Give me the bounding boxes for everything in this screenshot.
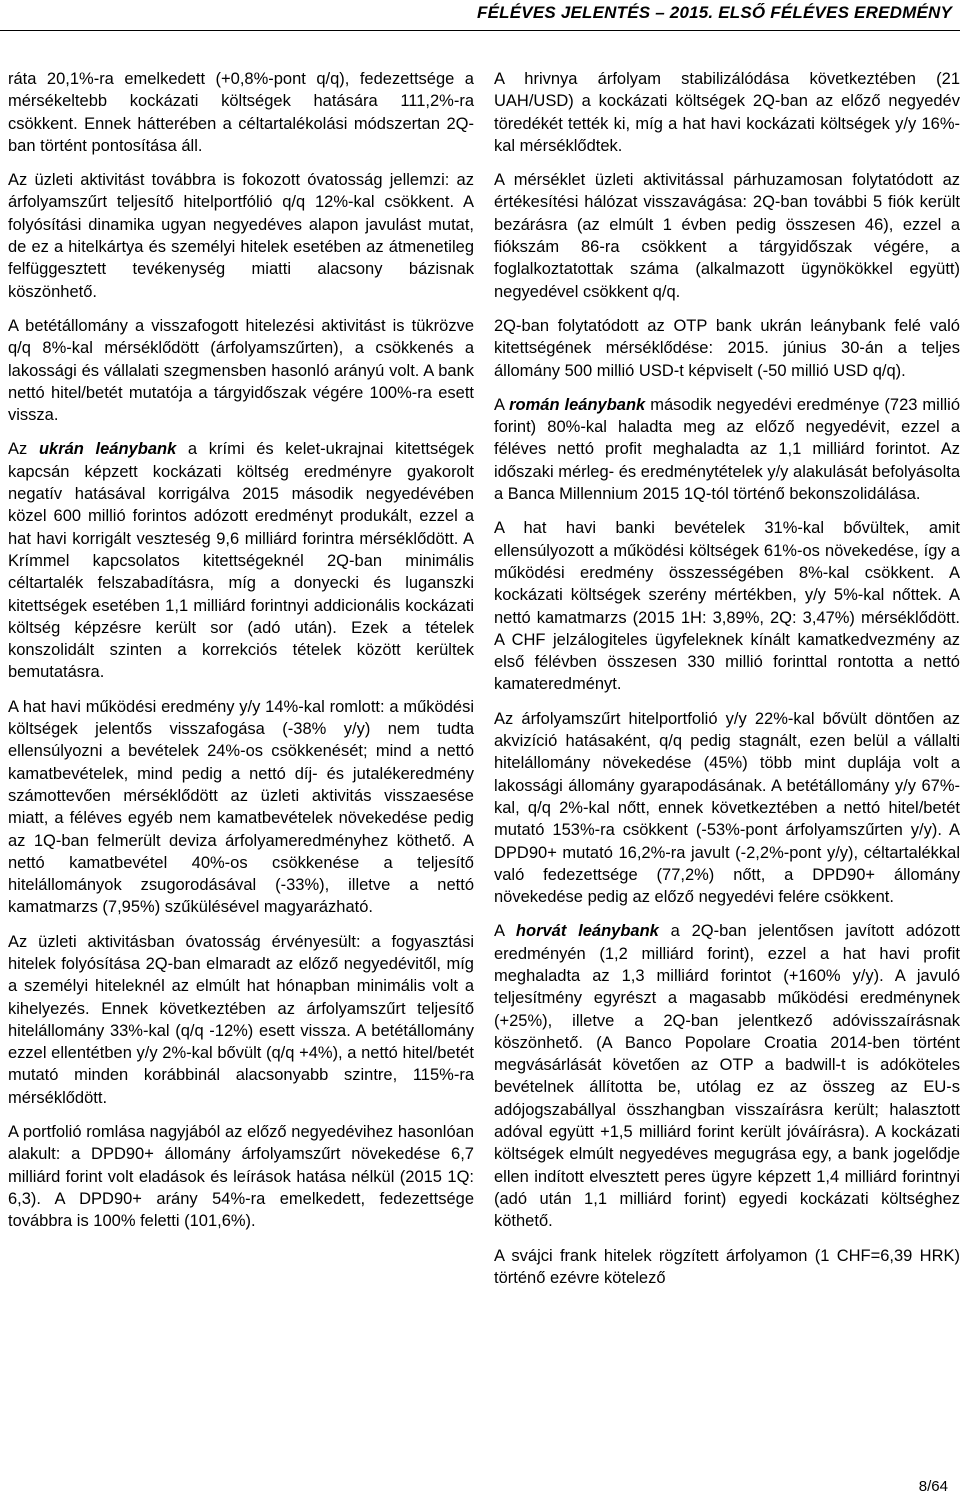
text-run: A	[494, 922, 516, 941]
paragraph: ráta 20,1%-ra emelkedett (+0,8%-pont q/q), fedezettsége a mérsékeltebb kockázati költségek hatására 111,2%-ra csökkent. Ennek hátterében a céltartalékolási módszertan 2Q-ban történt pontosítása áll.	[8, 70, 474, 155]
paragraph: A betétállomány a visszafogott hitelezési aktivitást is tükrözve q/q 8%-kal mérséklődött (árfolyamszűrten), a csökkenés a lakossági és vállalati szegmensben hasonló arányú volt. A bank nettó hitel/betét mutatója a tárgyidőszak végére 100%-ra esett vissza.	[8, 316, 474, 425]
paragraph	[494, 394, 960, 505]
left-column	[8, 68, 474, 1245]
emphasis-croatian-subsidiary: horvát leánybank	[515, 922, 659, 941]
paragraph: Az árfolyamszűrt hitelportfolió y/y 22%-kal bővült döntően az akvizíció hatásaként, q/q pedig stagnált, ezen belül a vállalti hitelállomány növekedése (45%) több mint duplája volt a lakossági állomány gyarapodásának. A betétállomány y/y 67%-kal, q/q 2%-kal nőtt, ennek következtében a nettó hitel/betét mutató 153%-ra csökkent (-53%-pont árfolyamszűrten y/y). A DPD90+ mutató 16,2%-ra javult (-2,2%-pont y/y), céltartalékkal való fedezettsége (77,2%) nőtt, a DPD90+ állomány növekedése pedig az előző negyedévi felére csökkent.	[494, 709, 960, 907]
emphasis-ukrainian-subsidiary: ukrán leánybank	[38, 440, 177, 459]
paragraph: Az üzleti aktivitásban óvatosság érvényesült: a fogyasztási hitelek folyósítása 2Q-ban elmaradt az előző negyedévitől, míg a személyi hiteleknél az elmúlt hat hónapban minimális volt a kihelyezés. Ennek következtében az árfolyamszűrt teljesítő hitelállomány 33%-kal (q/q -12%) esett vissza. A betétállomány ezzel ellentétben y/y 2%-kal bővült (q/q +4%), a nettó hitel/betét mutató minden korábbinál alacsonyabb szintre, 115%-ra mérséklődött.	[8, 932, 474, 1107]
header-divider	[0, 30, 960, 31]
text-run: második negyedévi eredménye (723 millió forint) 80%-kal haladta meg az előző negyedévit, ezzel a féléves nettó profit meghaladta az 1,1 milliárd forintot. Az időszaki mérleg- és eredménytételek y/y alakulását befolyásolta a Banca Millennium 2015 1Q-tól történő bekonszolidálása.	[494, 395, 960, 504]
paragraph: A mérséklet üzleti aktivitással párhuzamosan folytatódott az értékesítési hálózat visszavágása: 2Q-ban további 5 fiók került bezárásra (az elmúlt 1 évben pedig összesen 46), ezzel a fiókszám 86-ra csökkent a tárgyidőszak végére, a foglalkoztatottak száma (alkalmazott ügynökökkel együtt) negyedével csökkent q/q.	[494, 171, 960, 301]
emphasis-romanian-subsidiary: román leánybank	[509, 395, 646, 414]
paragraph: A svájci frank hitelek rögzített árfolyamon (1 CHF=6,39 HRK) történő ezévre kötelező	[494, 1246, 960, 1287]
paragraph: A hrivnya árfolyam stabilizálódása következtében (21 UAH/USD) a kockázati költségek 2Q-ban az előző negyedév töredékét tették ki, míg a hat havi kockázati költségek y/y 16%-kal mérséklődtek.	[494, 70, 960, 155]
right-column	[494, 68, 960, 1301]
paragraph: Az üzleti aktivitást továbbra is fokozott óvatosság jellemzi: az árfolyamszűrt teljesítő hitelportfólió q/q 12%-kal csökkent. A folyósítási dinamika ugyan negyedéves alapon javulást mutat, de ez a hitelkártya és személyi hitelek esetében az átmenetileg felfüggesztett tevékenység miatti alacsony bázisnak köszönhető.	[8, 171, 474, 301]
paragraph: A hat havi banki bevételek 31%-kal bővültek, amit ellensúlyozott a működési költségek 61%-os növekedése, így a működési eredmény összességében 8%-kal csökkent. A kockázati költségek szerény mértékben, y/y 5%-kal nőttek. A nettó kamatmarzs (2015 1H: 3,89%, 2Q: 3,47%) mérséklődött. A CHF jelzálogiteles ügyfeleknek kínált kamatkedvezmény az első félévben összesen 330 millió forinttal rontotta a nettó kamateredményt.	[494, 519, 960, 694]
page-number: 8/64	[918, 1478, 948, 1495]
text-run: A	[494, 395, 510, 414]
text-run: Az	[8, 440, 39, 459]
report-header-title: FÉLÉVES JELENTÉS – 2015. ELSŐ FÉLÉVES EREDMÉNY	[477, 3, 952, 22]
text-run: a 2Q-ban jelentősen javított adózott eredményén (1,2 milliárd forint), ezzel a hat havi profit meghaladta az 1,3 milliárd forintot (+160% y/y). A javuló teljesítmény egyrészt a magasabb működési eredménynek (+25%), illetve a 2Q-ban jelentkező adóvisszaírásnak köszönhető. (A Banco Popolare Croatia 2014-ben történt megvásárlását követően az OTP a badwill-t is adóköteles bevételnek állította be, utólag ez az összeg az EU-s adójogszabállyal összhangban visszaírásra került; halasztott adóval együtt +1,5 milliárd forint került jóváírásra). A kockázati költségek elmúlt negyedéves megugrása egy, a bank jogelődje ellen indított elvesztett peres ügyre képzett 1,4 milliárd forintnyi (adó után 1,1 milliárd forint) egyedi kockázati költséghez köthető.	[494, 922, 960, 1231]
paragraph: A portfolió romlása nagyjából az előző negyedévihez hasonlóan alakult: a DPD90+ állomány árfolyamszűrt növekedése 6,7 milliárd forint volt eladások és leírások hatása nélkül (2015 1Q: 6,3). A DPD90+ arány 54%-ra emelkedett, fedezettsége továbbra is 100% feletti (101,6%).	[8, 1123, 474, 1231]
paragraph	[8, 438, 474, 683]
paragraph	[494, 920, 960, 1232]
paragraph: 2Q-ban folytatódott az OTP bank ukrán leánybank felé való kitettségének mérséklődése: 2015. június 30-án a teljes állomány 500 millió USD-t képviselt (-50 millió USD q/q).	[494, 316, 960, 380]
text-run: a krími és kelet-ukrajnai kitettségek kapcsán képzett kockázati költség eredményre gyakorolt negatív hatásával korrigálva 2015 második negyedévében közel 600 millió forintos adózott eredményt produkált, ezzel a hat havi korrigált veszteség 9,6 milliárd forintra mérséklődött. A Krímmel kapcsolatos kitettségeknél 2Q-ban minimális céltartalék felszabadításra, míg a donyecki és luganszki kitettségek esetében 1,1 milliárd forintnyi addicionális kockázati költség képzésre került sor (adó után). Ezek a tételek konszolidált szinten a korrekciós tételek között kerültek bemutatásra.	[8, 440, 474, 682]
paragraph: A hat havi működési eredmény y/y 14%-kal romlott: a működési költségek jelentős visszafogása (-38% y/y) nem tudta ellensúlyozni a bevételek 24%-os csökkenését; mind a nettó kamatbevételek, mind pedig a nettó díj- és jutalékeredmény számottevően mérséklődött az üzleti aktivitás visszaesése miatt, a féléves egyéb nem kamatbevételek növekedése pedig az 1Q-ban felmerült deviza árfolyameredményhez köthető. A nettó kamatbevétel 40%-os csökkenése a teljesítő hitelállományok zsugorodásával (-33%), illetve a nettó kamatmarzs (7,95%) szűkülésével magyarázható.	[8, 697, 474, 917]
page-header	[0, 0, 960, 40]
